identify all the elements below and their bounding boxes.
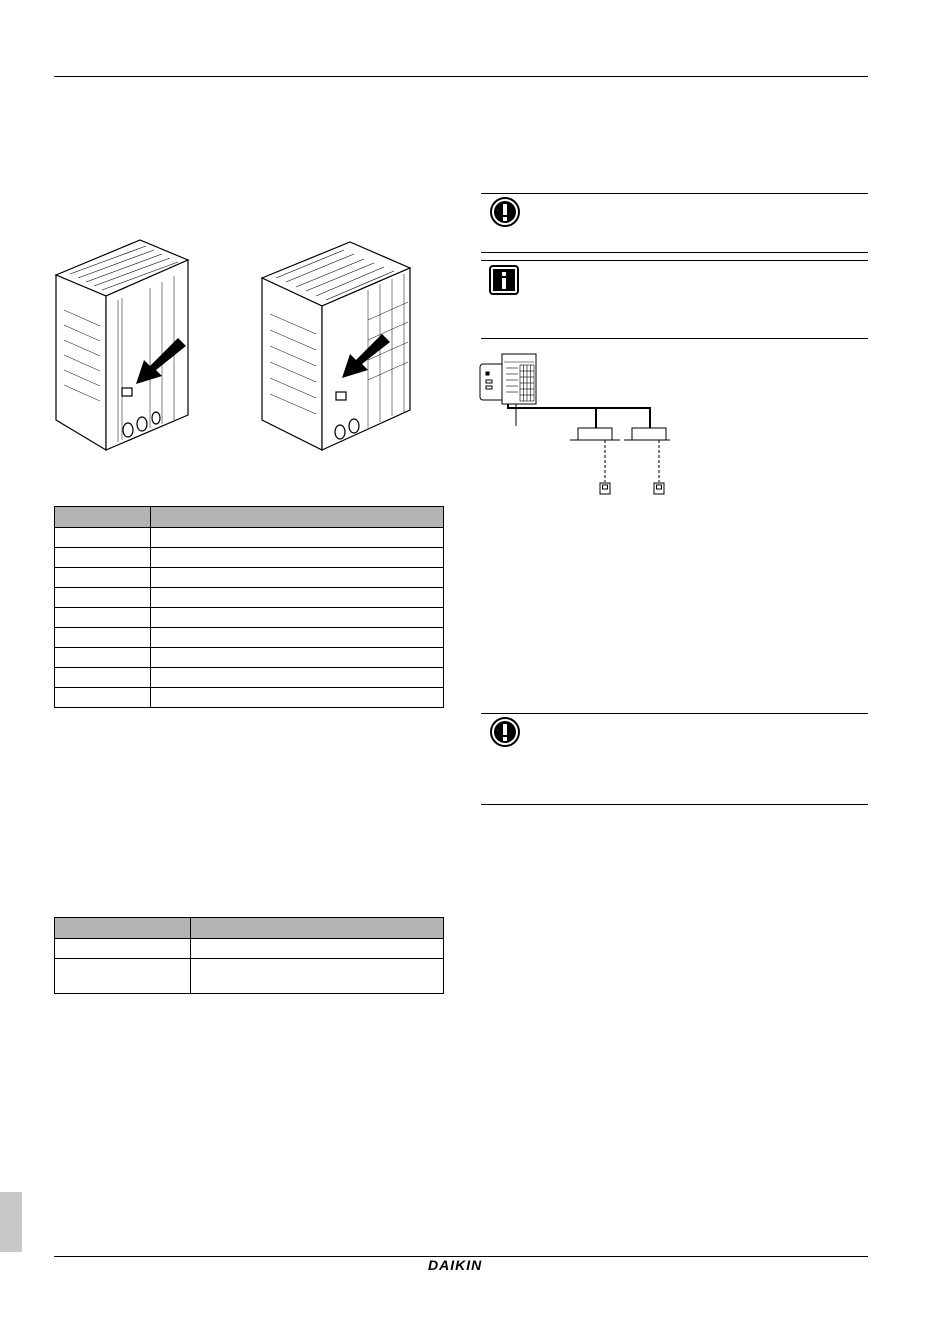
warning-notice	[481, 193, 868, 253]
table-row	[55, 548, 444, 568]
info-icon	[489, 265, 519, 295]
table-row	[55, 608, 444, 628]
table-row	[55, 668, 444, 688]
outdoor-unit-single	[56, 240, 188, 450]
table-2	[54, 917, 444, 994]
outdoor-unit-double	[262, 242, 410, 450]
warning-notice	[481, 713, 868, 805]
table-row	[55, 588, 444, 608]
warning-icon	[489, 716, 521, 748]
table-row	[55, 628, 444, 648]
table-row	[55, 939, 444, 959]
warning-icon	[489, 196, 521, 228]
control-wiring-diagram	[478, 350, 678, 500]
table-row	[55, 959, 444, 994]
table-header-row	[55, 507, 444, 528]
info-notice	[481, 260, 868, 339]
table-row	[55, 688, 444, 708]
side-tab	[0, 1192, 22, 1252]
daikin-logo: DAIKIN	[428, 1257, 483, 1273]
outdoor-units-figure	[50, 230, 430, 455]
indoor-unit	[578, 428, 612, 440]
table-row	[55, 568, 444, 588]
table-row	[55, 648, 444, 668]
header-rule	[54, 76, 868, 77]
table-1	[54, 506, 444, 708]
outdoor-unit-panel	[502, 354, 536, 404]
table-header-row	[55, 918, 444, 939]
indoor-unit	[632, 428, 666, 440]
table-row	[55, 528, 444, 548]
